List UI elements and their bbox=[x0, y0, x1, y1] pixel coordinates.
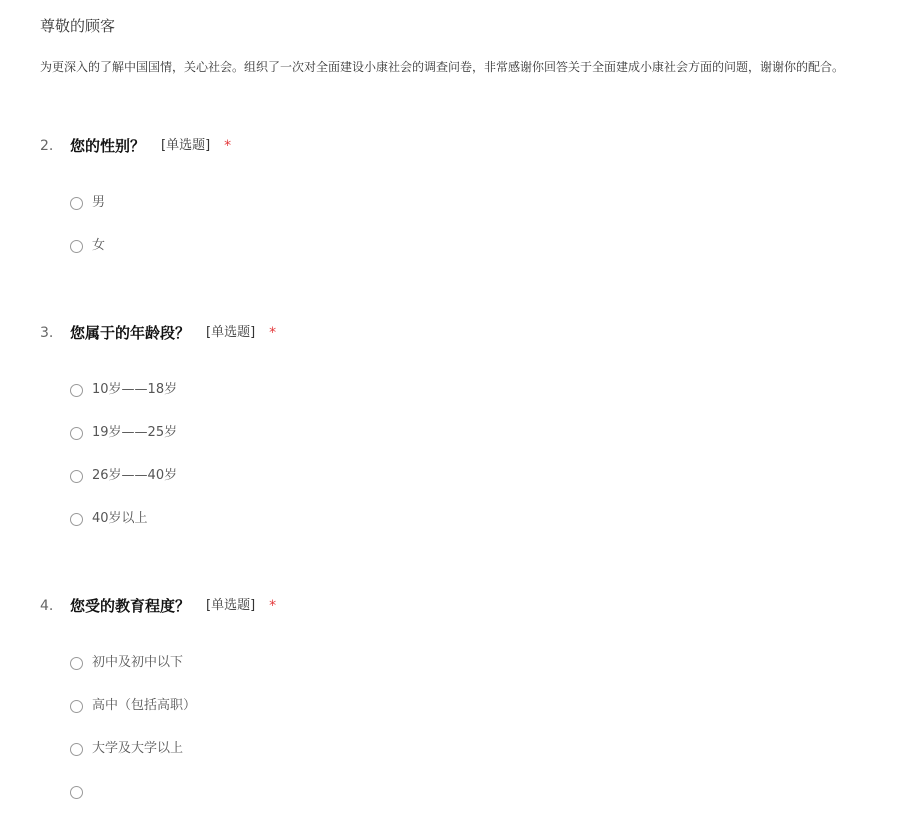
required-marker: * bbox=[269, 325, 277, 341]
radio-button[interactable] bbox=[70, 700, 83, 713]
option-label: 高中（包括高职） bbox=[92, 698, 197, 713]
option-edu-high-school[interactable] bbox=[70, 695, 196, 738]
radio-button[interactable] bbox=[70, 657, 83, 670]
option-label: 40岁以上 bbox=[92, 511, 148, 526]
question-title-text: 您属于的年龄段？ bbox=[70, 324, 191, 342]
option-edu-middle-school[interactable] bbox=[70, 652, 196, 695]
option-edu-partial[interactable] bbox=[70, 781, 196, 824]
question-type-label: [单选题] bbox=[206, 598, 256, 613]
radio-button[interactable] bbox=[70, 786, 83, 799]
option-female[interactable] bbox=[70, 235, 105, 278]
option-label: 19岁——25岁 bbox=[92, 425, 178, 440]
question-title-text: 您的性别？ bbox=[70, 137, 146, 155]
question-title bbox=[70, 134, 231, 158]
question-header bbox=[40, 321, 860, 345]
option-age-19-25[interactable] bbox=[70, 422, 177, 465]
option-label: 初中及初中以下 bbox=[92, 655, 184, 670]
question-title bbox=[70, 594, 276, 618]
required-marker: * bbox=[224, 138, 232, 154]
question-type-label: [单选题] bbox=[161, 138, 211, 153]
options-list bbox=[70, 379, 177, 551]
option-label: 大学及大学以上 bbox=[92, 741, 184, 756]
question-title bbox=[70, 321, 276, 345]
option-label: 26岁——40岁 bbox=[92, 468, 178, 483]
question-age bbox=[40, 321, 860, 526]
question-header bbox=[40, 594, 860, 618]
question-gender bbox=[40, 134, 860, 253]
question-number: 3. bbox=[40, 325, 54, 341]
radio-button[interactable] bbox=[70, 240, 83, 253]
options-list bbox=[70, 652, 196, 824]
question-header bbox=[40, 134, 860, 158]
greeting-title: 尊敬的顾客 bbox=[40, 17, 116, 35]
required-marker: * bbox=[269, 598, 277, 614]
option-male[interactable] bbox=[70, 192, 105, 235]
radio-button[interactable] bbox=[70, 513, 83, 526]
radio-button[interactable] bbox=[70, 427, 83, 440]
question-number: 4. bbox=[40, 598, 54, 614]
options-list bbox=[70, 192, 105, 278]
question-number: 2. bbox=[40, 138, 54, 154]
option-label: 男 bbox=[92, 195, 106, 210]
option-label: 10岁——18岁 bbox=[92, 382, 178, 397]
radio-button[interactable] bbox=[70, 743, 83, 756]
option-age-26-40[interactable] bbox=[70, 465, 177, 508]
option-age-10-18[interactable] bbox=[70, 379, 177, 422]
radio-button[interactable] bbox=[70, 470, 83, 483]
question-title-text: 您受的教育程度？ bbox=[70, 597, 191, 615]
survey-intro: 为更深入的了解中国国情，关心社会。组织了一次对全面建设小康社会的调查问卷，非常感谢你回答关于全面建成小康社会方面的问题，谢谢你的配合。 bbox=[40, 60, 845, 74]
option-edu-university[interactable] bbox=[70, 738, 196, 781]
radio-button[interactable] bbox=[70, 197, 83, 210]
question-type-label: [单选题] bbox=[206, 325, 256, 340]
option-age-40-plus[interactable] bbox=[70, 508, 177, 551]
option-label: 女 bbox=[92, 238, 106, 253]
radio-button[interactable] bbox=[70, 384, 83, 397]
question-education bbox=[40, 594, 860, 756]
